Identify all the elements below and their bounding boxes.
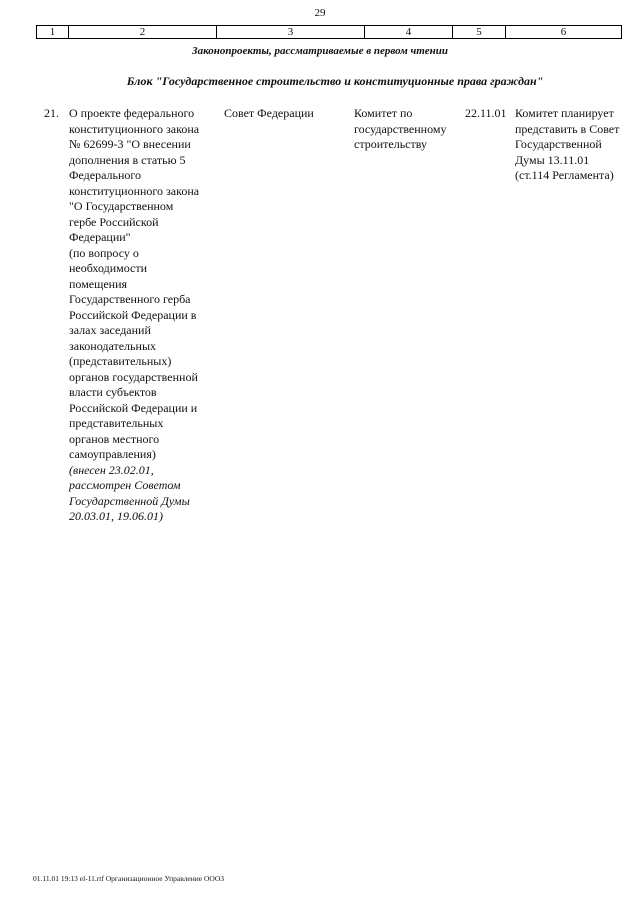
description-line: конституционного закона [69,183,200,198]
row-number: 21. [44,106,59,120]
description-line: дополнения в статью 5 [69,152,186,167]
committee-line: Комитет по [354,106,413,120]
description-line: необходимости [69,261,148,275]
submission-line: рассмотрен Советом [69,478,181,492]
description-line: Федерального [69,168,142,182]
description-line: самоуправления) [69,447,156,461]
note [515,106,630,184]
description-line: О проекте федерального [69,106,195,120]
column-number-2: 2 [69,26,217,38]
column-number-header [36,25,622,39]
description-line: органов местного [69,431,160,446]
committee [354,106,464,153]
column-number-4: 4 [365,26,453,38]
column-number-5: 5 [453,26,506,38]
description-line: власти субъектов [69,385,157,399]
committee-line: государственному [354,121,447,136]
submission-line: Государственной Думы [69,493,190,508]
description-line: залах заседаний [69,323,151,337]
submission-line: 20.03.01, 19.06.01) [69,509,163,523]
description-line: Российской Федерации в [69,307,197,322]
description-line: "О Государственном [69,199,174,213]
description-line: Федерации" [69,230,131,244]
description-line: конституционного закона [69,121,200,136]
description-line: Государственного герба [69,292,191,306]
description-line: (представительных) [69,354,172,368]
note-line: Думы 13.11.01 [515,152,590,167]
description-line: законодательных [69,338,156,353]
date: 22.11.01 [465,106,507,120]
column-number-6: 6 [560,26,567,38]
note-line: Комитет планирует [515,106,614,120]
description-line: представительных [69,416,164,430]
initiator: Совет Федерации [224,106,314,120]
committee-line: строительству [354,137,427,151]
column-number-3: 3 [217,26,365,38]
description-line: № 62699-3 "О внесении [69,137,191,151]
column-number-1: 1 [37,26,69,38]
description-line: помещения [69,276,128,291]
description-line: органов государственной [69,369,198,384]
note-line: Государственной [515,137,602,151]
note-line: представить в Совет [515,121,620,136]
footer: 01.11.01 19:13 el-11.rtf Организационное Управление ООО3 [33,874,224,883]
note-line: (ст.114 Регламента) [515,168,614,182]
section-subtitle: Законопроекты, рассматриваемые в первом чтении [192,45,448,57]
description-line: гербе Российской [69,214,159,229]
block-title: Блок "Государственное строительство и конституционные права граждан" [126,74,544,88]
description-line: Российской Федерации и [69,400,198,415]
submission-line: (внесен 23.02.01, [69,462,154,477]
description-line: (по вопросу о [69,245,139,260]
bill-description [69,106,219,525]
page-number: 29 [314,7,326,19]
